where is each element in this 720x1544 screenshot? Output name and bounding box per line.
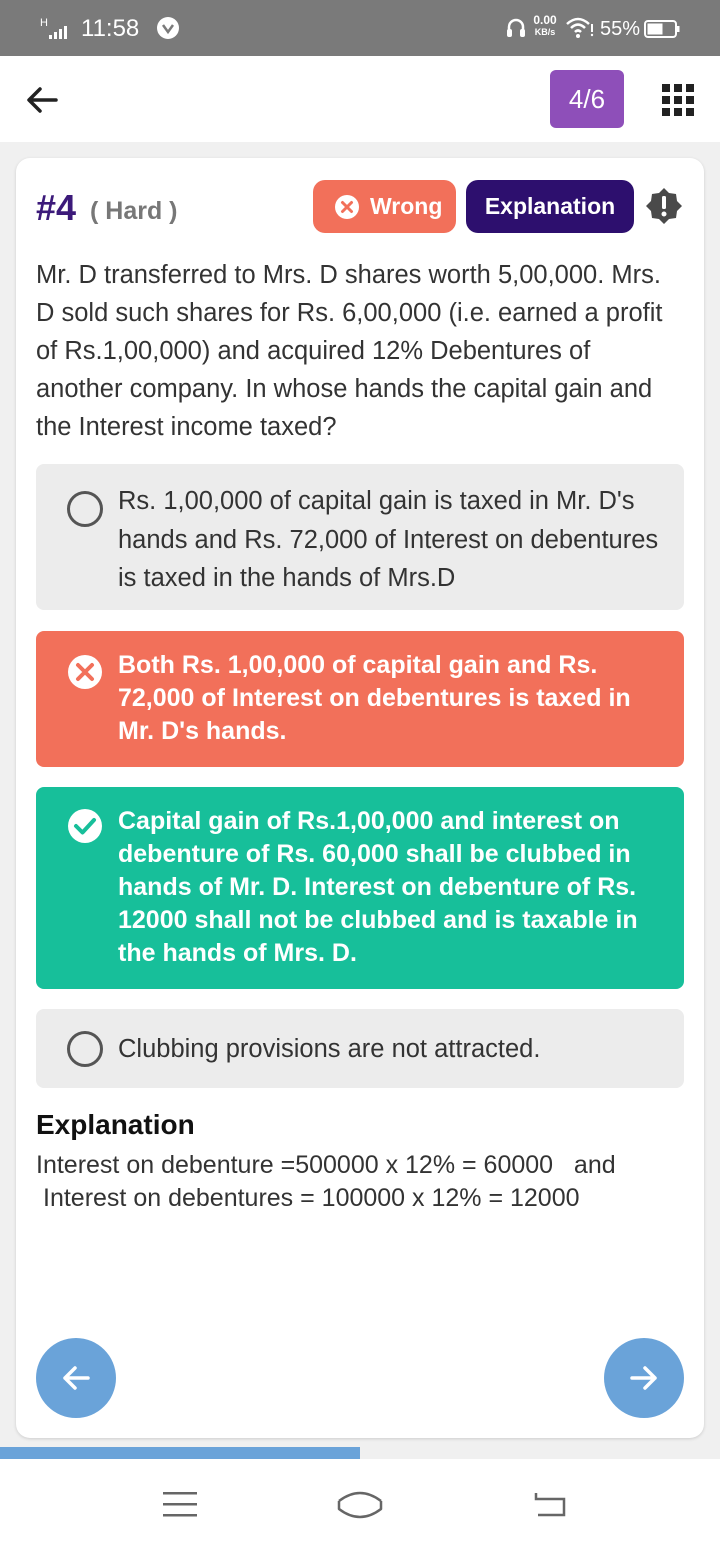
signal-icon: [40, 14, 74, 44]
wrong-badge-label: Wrong: [370, 193, 443, 219]
battery-icon: [644, 20, 680, 38]
previous-question-button[interactable]: [36, 1338, 116, 1418]
vpn-icon: [156, 16, 180, 40]
option-d-text: Clubbing provisions are not attracted.: [118, 1035, 541, 1063]
wrong-badge: [313, 180, 456, 233]
check-mark-icon: [66, 807, 104, 845]
question-difficulty: ( Hard ): [90, 197, 178, 225]
option-c-text: Capital gain of Rs.1,00,000 and interest on debenture of Rs. 60,000 shall be clubbed in hands of Mr. D. Interest on debenture of Rs. 12000 shall not be clubbed and is taxable in the hands of Mrs. D.: [118, 807, 638, 967]
radio-unselected-icon[interactable]: [66, 490, 104, 528]
recent-apps-icon[interactable]: [163, 1491, 197, 1517]
status-bar: [0, 0, 720, 56]
radio-unselected-icon[interactable]: [66, 1030, 104, 1068]
explanation-line-1: Interest on debenture =500000 x 12% = 60000 and: [36, 1151, 616, 1179]
system-nav-bar: [0, 1459, 720, 1544]
wrong-mark-icon: [66, 653, 104, 691]
quiz-progress-fill: [0, 1447, 360, 1459]
option-a-text: Rs. 1,00,000 of capital gain is taxed in Mr. D's hands and Rs. 72,000 of Interest on debentures is taxed in the hands of Mrs.D: [118, 487, 659, 592]
grid-menu-icon[interactable]: [662, 84, 694, 116]
arrow-right-icon: [624, 1358, 664, 1398]
app-bar: [0, 56, 720, 142]
net-speed-value: 0.00: [533, 13, 557, 27]
question-number: #4: [36, 187, 77, 228]
question-text: Mr. D transferred to Mrs. D shares worth 5,00,000. Mrs. D sold such shares for Rs. 6,00,000 (i.e. earned a profit of Rs.1,00,000) and acquired 12% Debentures of another company. In whose hands the capital gain and the Interest income taxed?: [36, 261, 663, 441]
next-question-button[interactable]: [604, 1338, 684, 1418]
option-b[interactable]: [36, 631, 684, 767]
option-b-text: Both Rs. 1,00,000 of capital gain and Rs. 72,000 of Interest on debentures is taxed in Mr. D's hands.: [118, 651, 631, 745]
question-counter[interactable]: 4/6: [550, 70, 624, 128]
status-time: 11:58: [81, 15, 140, 42]
signal-network-label: H: [40, 17, 48, 29]
back-arrow-icon[interactable]: [22, 80, 62, 120]
battery-percent: 55%: [600, 18, 641, 40]
headset-icon: [506, 17, 526, 39]
report-alert-icon[interactable]: [646, 188, 682, 224]
quiz-progress-bar: [0, 1447, 720, 1459]
explanation-heading: Explanation: [36, 1109, 195, 1140]
explanation-button[interactable]: Explanation: [466, 180, 634, 233]
system-back-icon[interactable]: [532, 1489, 568, 1519]
wifi-icon: [565, 16, 595, 40]
option-a[interactable]: [36, 464, 684, 610]
close-circle-icon: [335, 195, 359, 219]
option-c[interactable]: [36, 787, 684, 989]
home-icon[interactable]: [336, 1487, 384, 1519]
arrow-left-icon: [56, 1358, 96, 1398]
explanation-line-2: Interest on debentures = 100000 x 12% = 12000: [43, 1184, 580, 1212]
net-speed: [530, 14, 560, 38]
option-d[interactable]: [36, 1009, 684, 1088]
net-speed-unit: KB/s: [534, 27, 556, 37]
question-card: [16, 158, 704, 1438]
